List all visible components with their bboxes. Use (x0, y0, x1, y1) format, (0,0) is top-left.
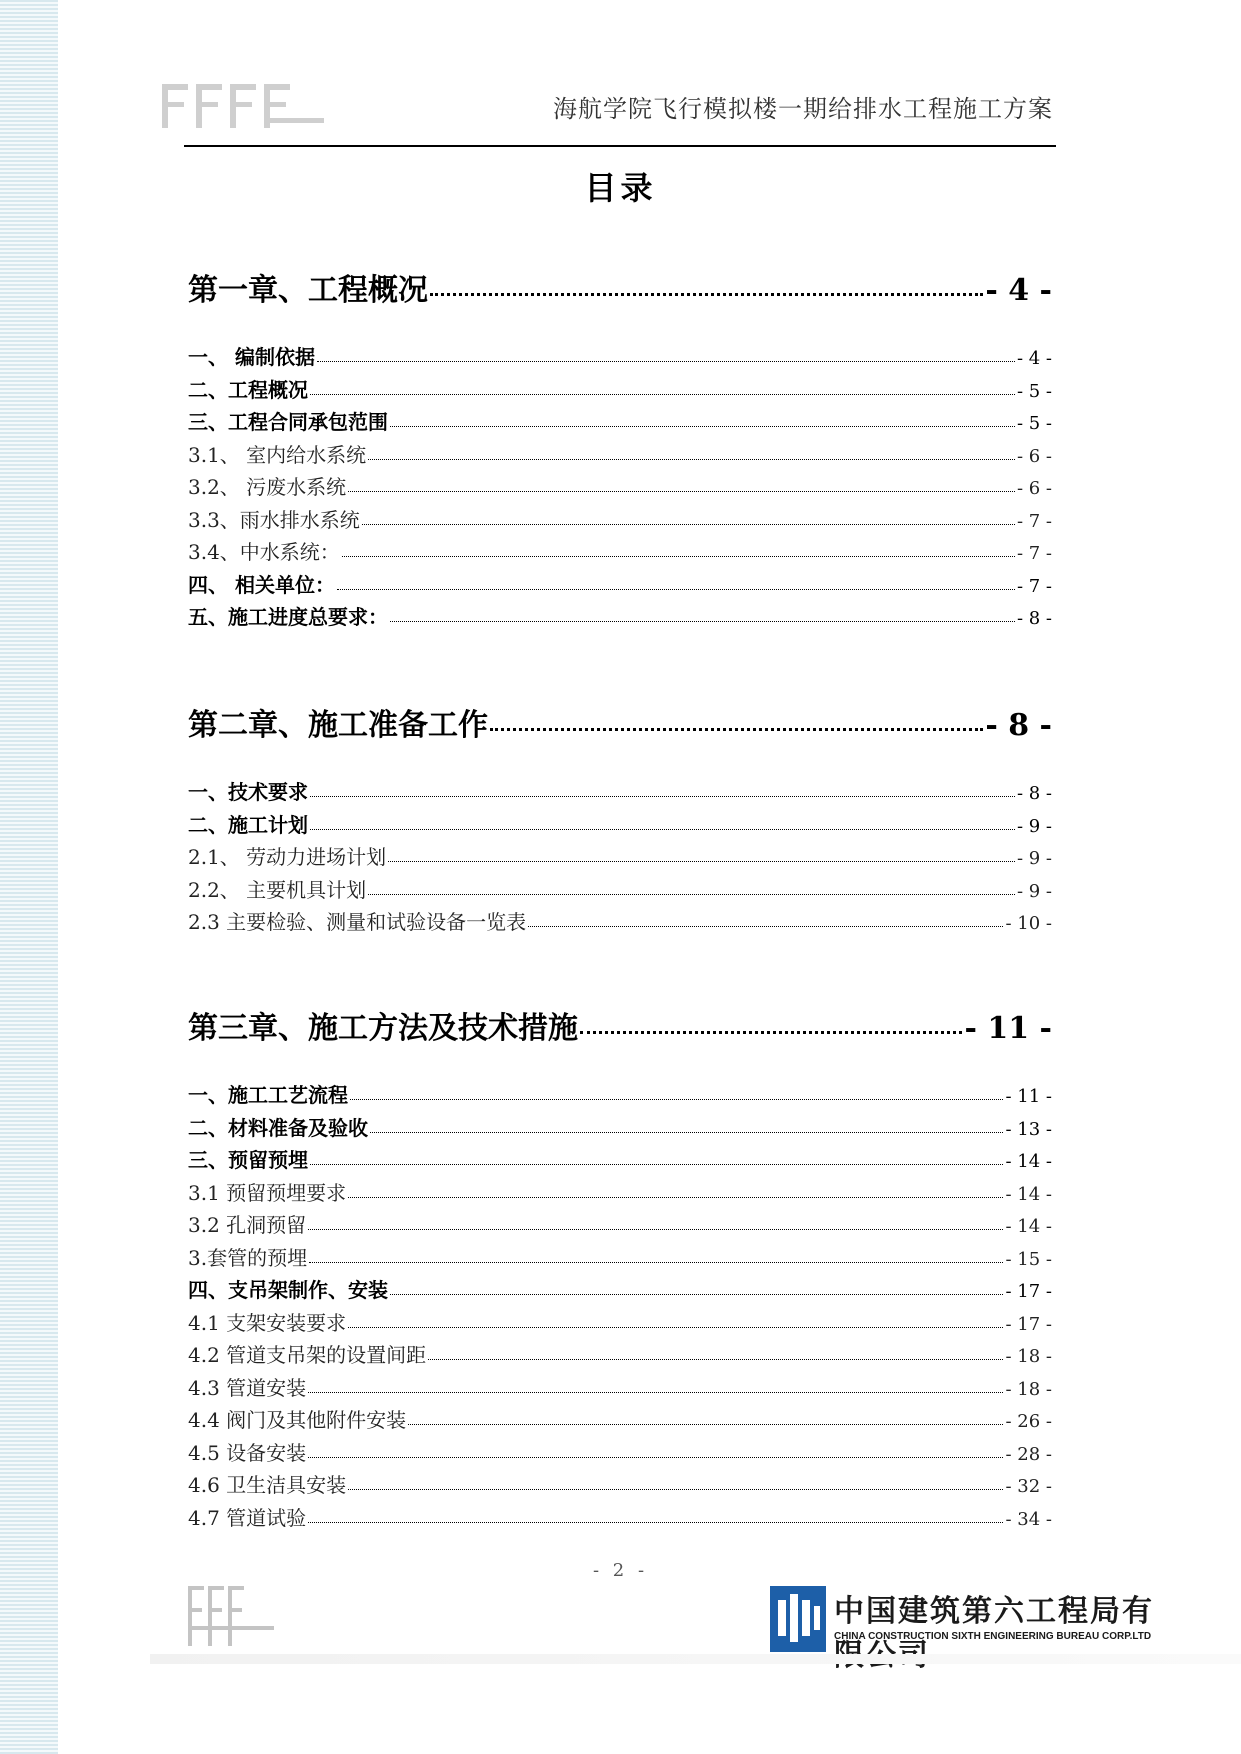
toc-entry-page: - 9 - (1016, 848, 1052, 869)
toc-chapter-2[interactable] (188, 700, 1052, 744)
toc-leader (348, 1179, 1003, 1198)
toc-entry-page: - 18 - (1005, 1346, 1052, 1367)
toc-entry-page: - 8 - (1016, 608, 1052, 629)
toc-leader (368, 441, 1015, 460)
toc-entry-page: - 26 - (1005, 1411, 1052, 1432)
toc-leader (408, 1406, 1003, 1425)
toc-entry-label: 3.3、雨水排水系统 (188, 507, 360, 532)
toc-leader (390, 408, 1015, 427)
toc-chapter-page: - 4 - (985, 273, 1052, 308)
toc-leader (342, 538, 1015, 557)
company-logo-footer (186, 1584, 276, 1648)
toc-entry[interactable] (188, 471, 1052, 500)
toc-leader (310, 811, 1015, 830)
toc-entry-label: 4.5 设备安装 (188, 1440, 307, 1465)
toc-entry[interactable] (188, 504, 1052, 533)
toc-entry-page: - 13 - (1005, 1118, 1052, 1140)
toc-entry-label: 3.1 预留预埋要求 (188, 1180, 347, 1205)
toc-entry[interactable] (188, 1372, 1052, 1401)
toc-entry-label: 3.2 孔洞预留 (188, 1213, 307, 1237)
toc-chapter-page: - 8 - (985, 708, 1052, 743)
page-number: - 2 - (592, 1560, 649, 1581)
toc-entry-label: 四、 相关单位： (188, 572, 335, 597)
company-name-en: CHINA CONSTRUCTION SIXTH ENGINEERING BUREAU CORP.LTD (834, 1631, 1152, 1642)
toc-entry-label: 2.1、 劳动力进场计划 (188, 845, 387, 869)
toc-entry-label: 4.4 阀门及其他附件安装 (188, 1408, 407, 1432)
toc-entry-label: 四、支吊架制作、安装 (188, 1278, 388, 1302)
footer-band (150, 1654, 1241, 1664)
toc-leader (310, 778, 1015, 797)
toc-chapter-label: 第二章、施工准备工作 (188, 708, 488, 743)
toc-entry[interactable] (188, 1307, 1052, 1336)
toc-leader (317, 343, 1015, 362)
toc-entry-label: 4.2 管道支吊架的设置间距 (188, 1343, 427, 1367)
toc-leader (350, 1081, 1003, 1100)
toc-entry-label: 一、施工工艺流程 (188, 1083, 348, 1107)
toc-entry-label: 4.7 管道试验 (188, 1505, 307, 1530)
toc-entry[interactable] (188, 809, 1052, 838)
toc-leader (348, 1309, 1003, 1328)
toc-entry-label: 3.套管的预埋 (188, 1245, 308, 1270)
toc-leader (528, 908, 1003, 927)
toc-leader (309, 1244, 1003, 1263)
company-logo-header (150, 78, 335, 132)
toc-entry-page: - 9 - (1016, 880, 1052, 902)
toc-leader (370, 1114, 1003, 1133)
toc-leader (368, 876, 1015, 895)
toc-heading: 目录 (584, 169, 657, 207)
toc-leader (310, 1146, 1003, 1165)
toc-entry-page: - 5 - (1016, 380, 1052, 402)
toc-entry-page: - 6 - (1016, 478, 1052, 499)
toc-chapter-page: - 11 - (964, 1011, 1052, 1046)
toc-entry-label: 2.3 主要检验、测量和试验设备一览表 (188, 910, 527, 934)
toc-entry[interactable] (188, 1404, 1052, 1433)
toc-entry-page: - 9 - (1016, 815, 1052, 837)
toc-entry-page: - 14 - (1005, 1216, 1052, 1237)
toc-entry[interactable] (188, 439, 1052, 468)
toc-entry-page: - 17 - (1005, 1281, 1052, 1302)
toc-entry[interactable] (188, 1177, 1052, 1206)
toc-leader (348, 473, 1015, 492)
toc-entry-label: 二、工程概况 (188, 377, 308, 402)
toc-leader (310, 376, 1015, 395)
toc-entry-label: 3.2、 污废水系统 (188, 475, 347, 499)
toc-entry[interactable] (188, 1437, 1052, 1466)
toc-leader (490, 701, 983, 731)
toc-entry-page: - 7 - (1016, 510, 1052, 532)
toc-entry[interactable] (188, 1209, 1052, 1238)
toc-entry-page: - 14 - (1005, 1151, 1052, 1172)
toc-entry-page: - 5 - (1016, 413, 1052, 434)
document-title: 海航学院飞行模拟楼一期给排水工程施工方案 (553, 95, 1053, 123)
toc-leader (337, 571, 1015, 590)
toc-entry[interactable] (188, 374, 1052, 403)
toc-leader (430, 266, 983, 296)
toc-entry-page: - 11 - (1005, 1086, 1052, 1107)
toc-entry[interactable] (188, 569, 1052, 598)
toc-entry-label: 二、施工计划 (188, 812, 308, 837)
toc-leader (390, 603, 1015, 622)
toc-leader (362, 506, 1015, 525)
toc-entry-label: 3.4、中水系统： (188, 540, 340, 564)
toc-entry-label: 3.1、 室内给水系统 (188, 442, 367, 467)
toc-entry[interactable] (188, 601, 1052, 630)
cscec-emblem-icon (770, 1586, 826, 1652)
toc-entry[interactable] (188, 906, 1052, 935)
toc-entry[interactable] (188, 1112, 1052, 1141)
toc-entry[interactable] (188, 406, 1052, 435)
toc-entry[interactable] (188, 1079, 1052, 1108)
toc-entry-label: 五、施工进度总要求： (188, 605, 388, 629)
toc-leader (308, 1504, 1003, 1523)
toc-entry-label: 2.2、 主要机具计划 (188, 877, 367, 902)
toc-entry-page: - 14 - (1005, 1183, 1052, 1205)
toc-entry-label: 4.3 管道安装 (188, 1375, 307, 1400)
toc-entry-page: - 32 - (1005, 1476, 1052, 1497)
company-branding (770, 1586, 1180, 1656)
toc-chapter-1[interactable] (188, 265, 1052, 309)
toc-entry-page: - 6 - (1016, 445, 1052, 467)
toc-chapter-label: 第一章、工程概况 (188, 273, 428, 308)
toc-entry[interactable] (188, 1274, 1052, 1303)
toc-entry[interactable] (188, 1469, 1052, 1498)
toc-entry[interactable] (188, 776, 1052, 805)
toc-entry[interactable] (188, 1502, 1052, 1531)
toc-entry[interactable] (188, 1144, 1052, 1173)
toc-entry-page: - 4 - (1016, 348, 1052, 369)
toc-leader (348, 1471, 1003, 1490)
toc-chapter-3[interactable] (188, 1003, 1052, 1047)
toc-entry-page: - 8 - (1016, 783, 1052, 804)
toc-entry-page: - 17 - (1005, 1313, 1052, 1335)
header-divider (184, 145, 1056, 147)
toc-leader (308, 1439, 1003, 1458)
toc-entry-page: - 10 - (1005, 913, 1052, 934)
toc-entry-label: 4.6 卫生洁具安装 (188, 1473, 347, 1497)
toc-leader (308, 1374, 1003, 1393)
toc-entry-page: - 7 - (1016, 575, 1052, 597)
toc-entry[interactable] (188, 841, 1052, 870)
toc-leader (390, 1276, 1003, 1295)
toc-entry-label: 二、材料准备及验收 (188, 1115, 368, 1140)
toc-chapter-label: 第三章、施工方法及技术措施 (188, 1011, 578, 1046)
toc-entry-label: 三、预留预埋 (188, 1148, 308, 1172)
toc-leader (428, 1341, 1003, 1360)
toc-entry[interactable] (188, 1339, 1052, 1368)
toc-entry-page: - 34 - (1005, 1508, 1052, 1530)
toc-entry-label: 三、工程合同承包范围 (188, 410, 388, 434)
toc-entry[interactable] (188, 874, 1052, 903)
toc-entry[interactable] (188, 1242, 1052, 1271)
toc-entry-page: - 18 - (1005, 1378, 1052, 1400)
toc-entry-page: - 15 - (1005, 1248, 1052, 1270)
toc-entry-page: - 7 - (1016, 543, 1052, 564)
toc-entry[interactable] (188, 536, 1052, 565)
toc-leader (308, 1211, 1003, 1230)
toc-leader (388, 843, 1015, 862)
decorative-side-stripe (0, 0, 58, 1754)
toc-entry-label: 一、 编制依据 (188, 345, 315, 369)
toc-entry[interactable] (188, 341, 1052, 370)
toc-leader (580, 1004, 962, 1034)
toc-entry-label: 4.1 支架安装要求 (188, 1310, 347, 1335)
toc-entry-label: 一、技术要求 (188, 780, 308, 804)
company-name-cn: 中国建筑第六工程局有 (834, 1594, 1154, 1629)
toc-entry-page: - 28 - (1005, 1443, 1052, 1465)
